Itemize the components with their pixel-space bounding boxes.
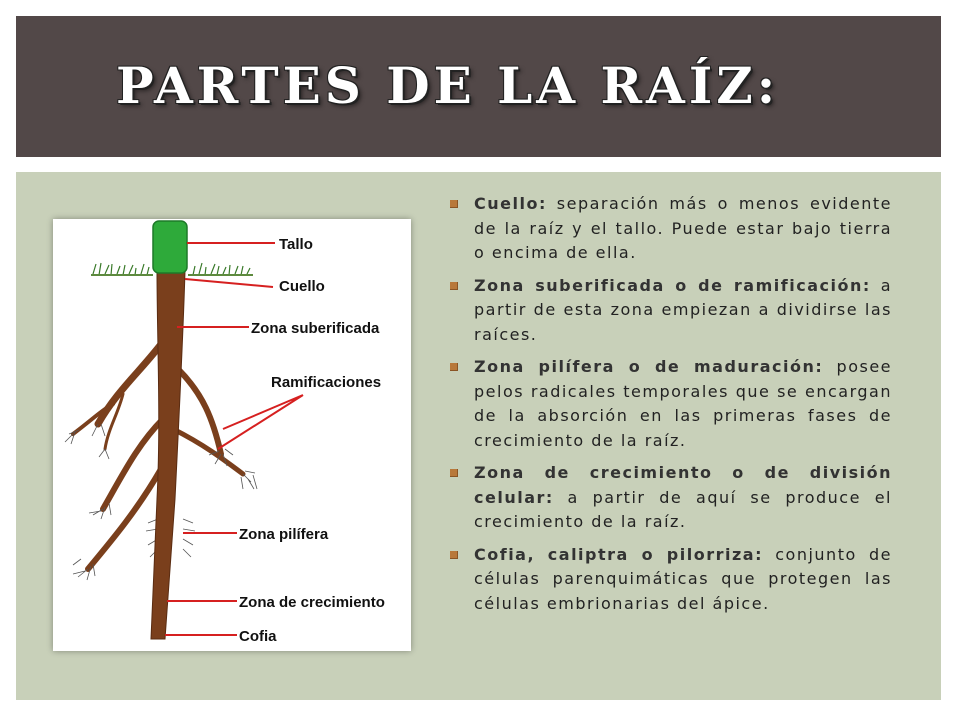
bullet-text: separación más o menos evidente de la raíz y el tallo. Puede estar bajo tierra o encima de ella. [474,194,892,262]
label-zona-suberificada: Zona suberificada [251,320,380,337]
label-tallo: Tallo [279,236,313,253]
list-item [450,543,892,617]
bullet-term: Zona suberificada o de ramificación: [474,275,871,295]
bullet-square-icon [450,469,458,477]
list-item [450,274,892,348]
root-diagram-svg [53,219,411,651]
bullet-square-icon [450,200,458,208]
bullet-text: conjunto de células parenquimáticas que protegen las células embrionarias del ápice. [474,544,893,613]
root-diagram [53,219,411,651]
label-zona-crecimiento: Zona de crecimiento [239,594,385,611]
pointer-lines [165,243,303,635]
list-item [450,461,892,535]
list-item [450,355,892,453]
bullet-text: a partir de aquí se produce el crecimiento de la raíz. [474,487,892,531]
bullet-text: a partir de esta zona empiezan a dividirse las raíces. [474,275,893,344]
bullet-square-icon [450,282,458,290]
label-zona-pilifera: Zona pilífera [239,526,329,543]
bullet-square-icon [450,551,458,559]
title-bar [16,16,941,157]
bullet-term: Zona pilífera o de maduración: [474,357,824,376]
label-ramificaciones: Ramificaciones [271,374,382,391]
label-cofia: Cofia [239,628,277,645]
bullet-list [450,192,892,624]
bullet-term: Cuello: [474,194,547,213]
bullet-text: posee pelos radicales temporales que se encargan de la absorción en las primeras fases de crecimiento de la raíz. [474,357,893,450]
bullet-term: Zona de crecimiento o de división celular: [474,463,892,507]
list-item [450,192,892,266]
bullet-term: Cofia, caliptra o pilorriza: [474,544,763,564]
bullet-square-icon [450,363,458,371]
stem-top [153,221,187,273]
slide-title: PARTES DE LA RAÍZ: [116,56,780,115]
label-cuello: Cuello [279,278,325,295]
